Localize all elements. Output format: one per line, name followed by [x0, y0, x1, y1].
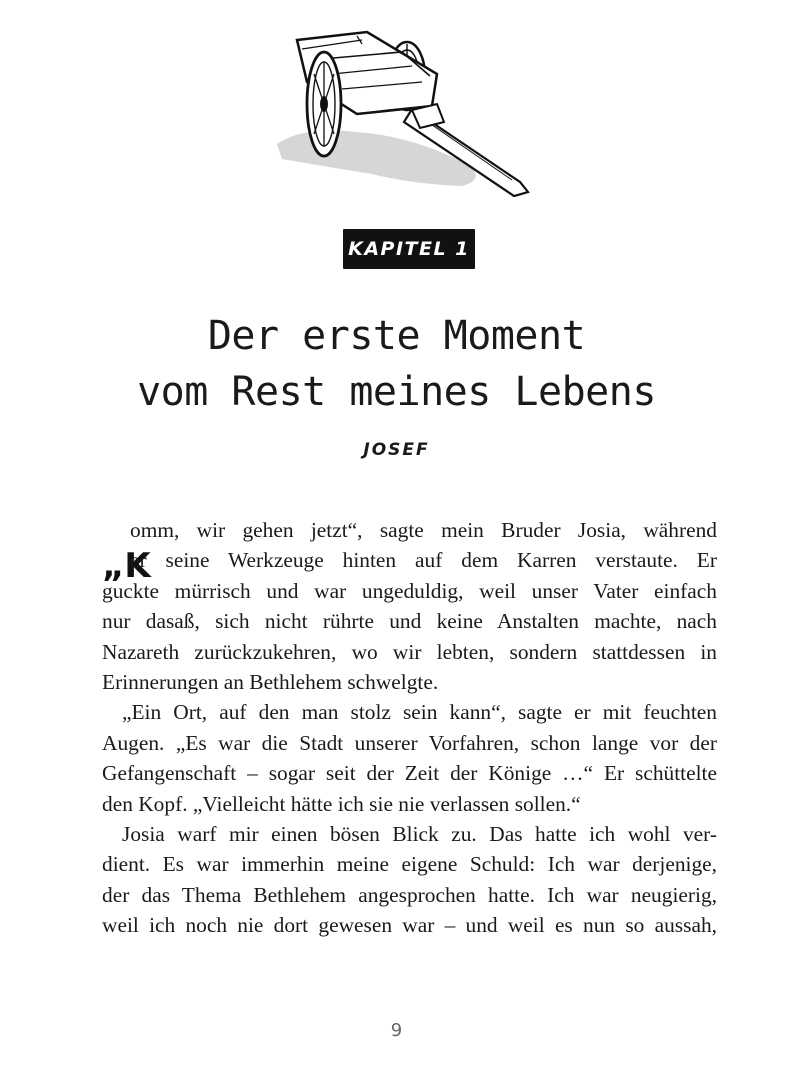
narrator-name: JOSEF [363, 440, 430, 460]
wooden-cart-icon [262, 14, 542, 199]
body-line: er seine Werkzeuge hinten auf dem Karren verstaute. Er [130, 548, 717, 573]
body-line: der das Thema Bethlehem angesprochen hatte. Ich war neugierig, [102, 882, 717, 907]
body-line: Augen. „Es war die Stadt unserer Vorfahren, schon lange vor der [102, 730, 717, 755]
body-line: guckte mürrisch und war ungeduldig, weil unser Vater einfach [102, 578, 717, 603]
body-line: dient. Es war immerhin meine eigene Schuld: Ich war derjenige, [102, 852, 717, 877]
body-text [102, 515, 717, 941]
drop-cap-letter: „K [102, 546, 151, 581]
chapter-label: KAPITEL 1 [343, 229, 475, 269]
body-line: nur dasaß, sich nicht rührte und keine Anstalten machte, nach [102, 609, 717, 634]
chapter-title-line-2: vom Rest meines Lebens [137, 369, 656, 415]
chapter-title-line-1: Der erste Moment [207, 313, 586, 359]
body-line: Nazareth zurückzukehren, wo wir lebten, sondern stattdessen in [102, 639, 717, 664]
body-line: Gefangenschaft – sogar seit der Zeit der Könige …“ Er schüttelte [102, 761, 717, 786]
body-line: den Kopf. „Vielleicht hätte ich sie nie verlassen sollen.“ [102, 791, 581, 816]
body-line: Josia warf mir einen bösen Blick zu. Das hatte ich wohl ver- [122, 822, 717, 847]
body-line: Erinnerungen an Bethlehem schwelgte. [102, 670, 439, 695]
page-number: 9 [390, 1020, 403, 1041]
body-line: „Ein Ort, auf den man stolz sein kann“, sagte er mit feuchten [122, 700, 717, 725]
chapter-title [0, 308, 793, 420]
body-line: weil ich noch nie dort gewesen war – und weil es nun so aussah, [102, 913, 717, 938]
body-line: omm, wir gehen jetzt“, sagte mein Bruder Josia, während [130, 518, 717, 542]
